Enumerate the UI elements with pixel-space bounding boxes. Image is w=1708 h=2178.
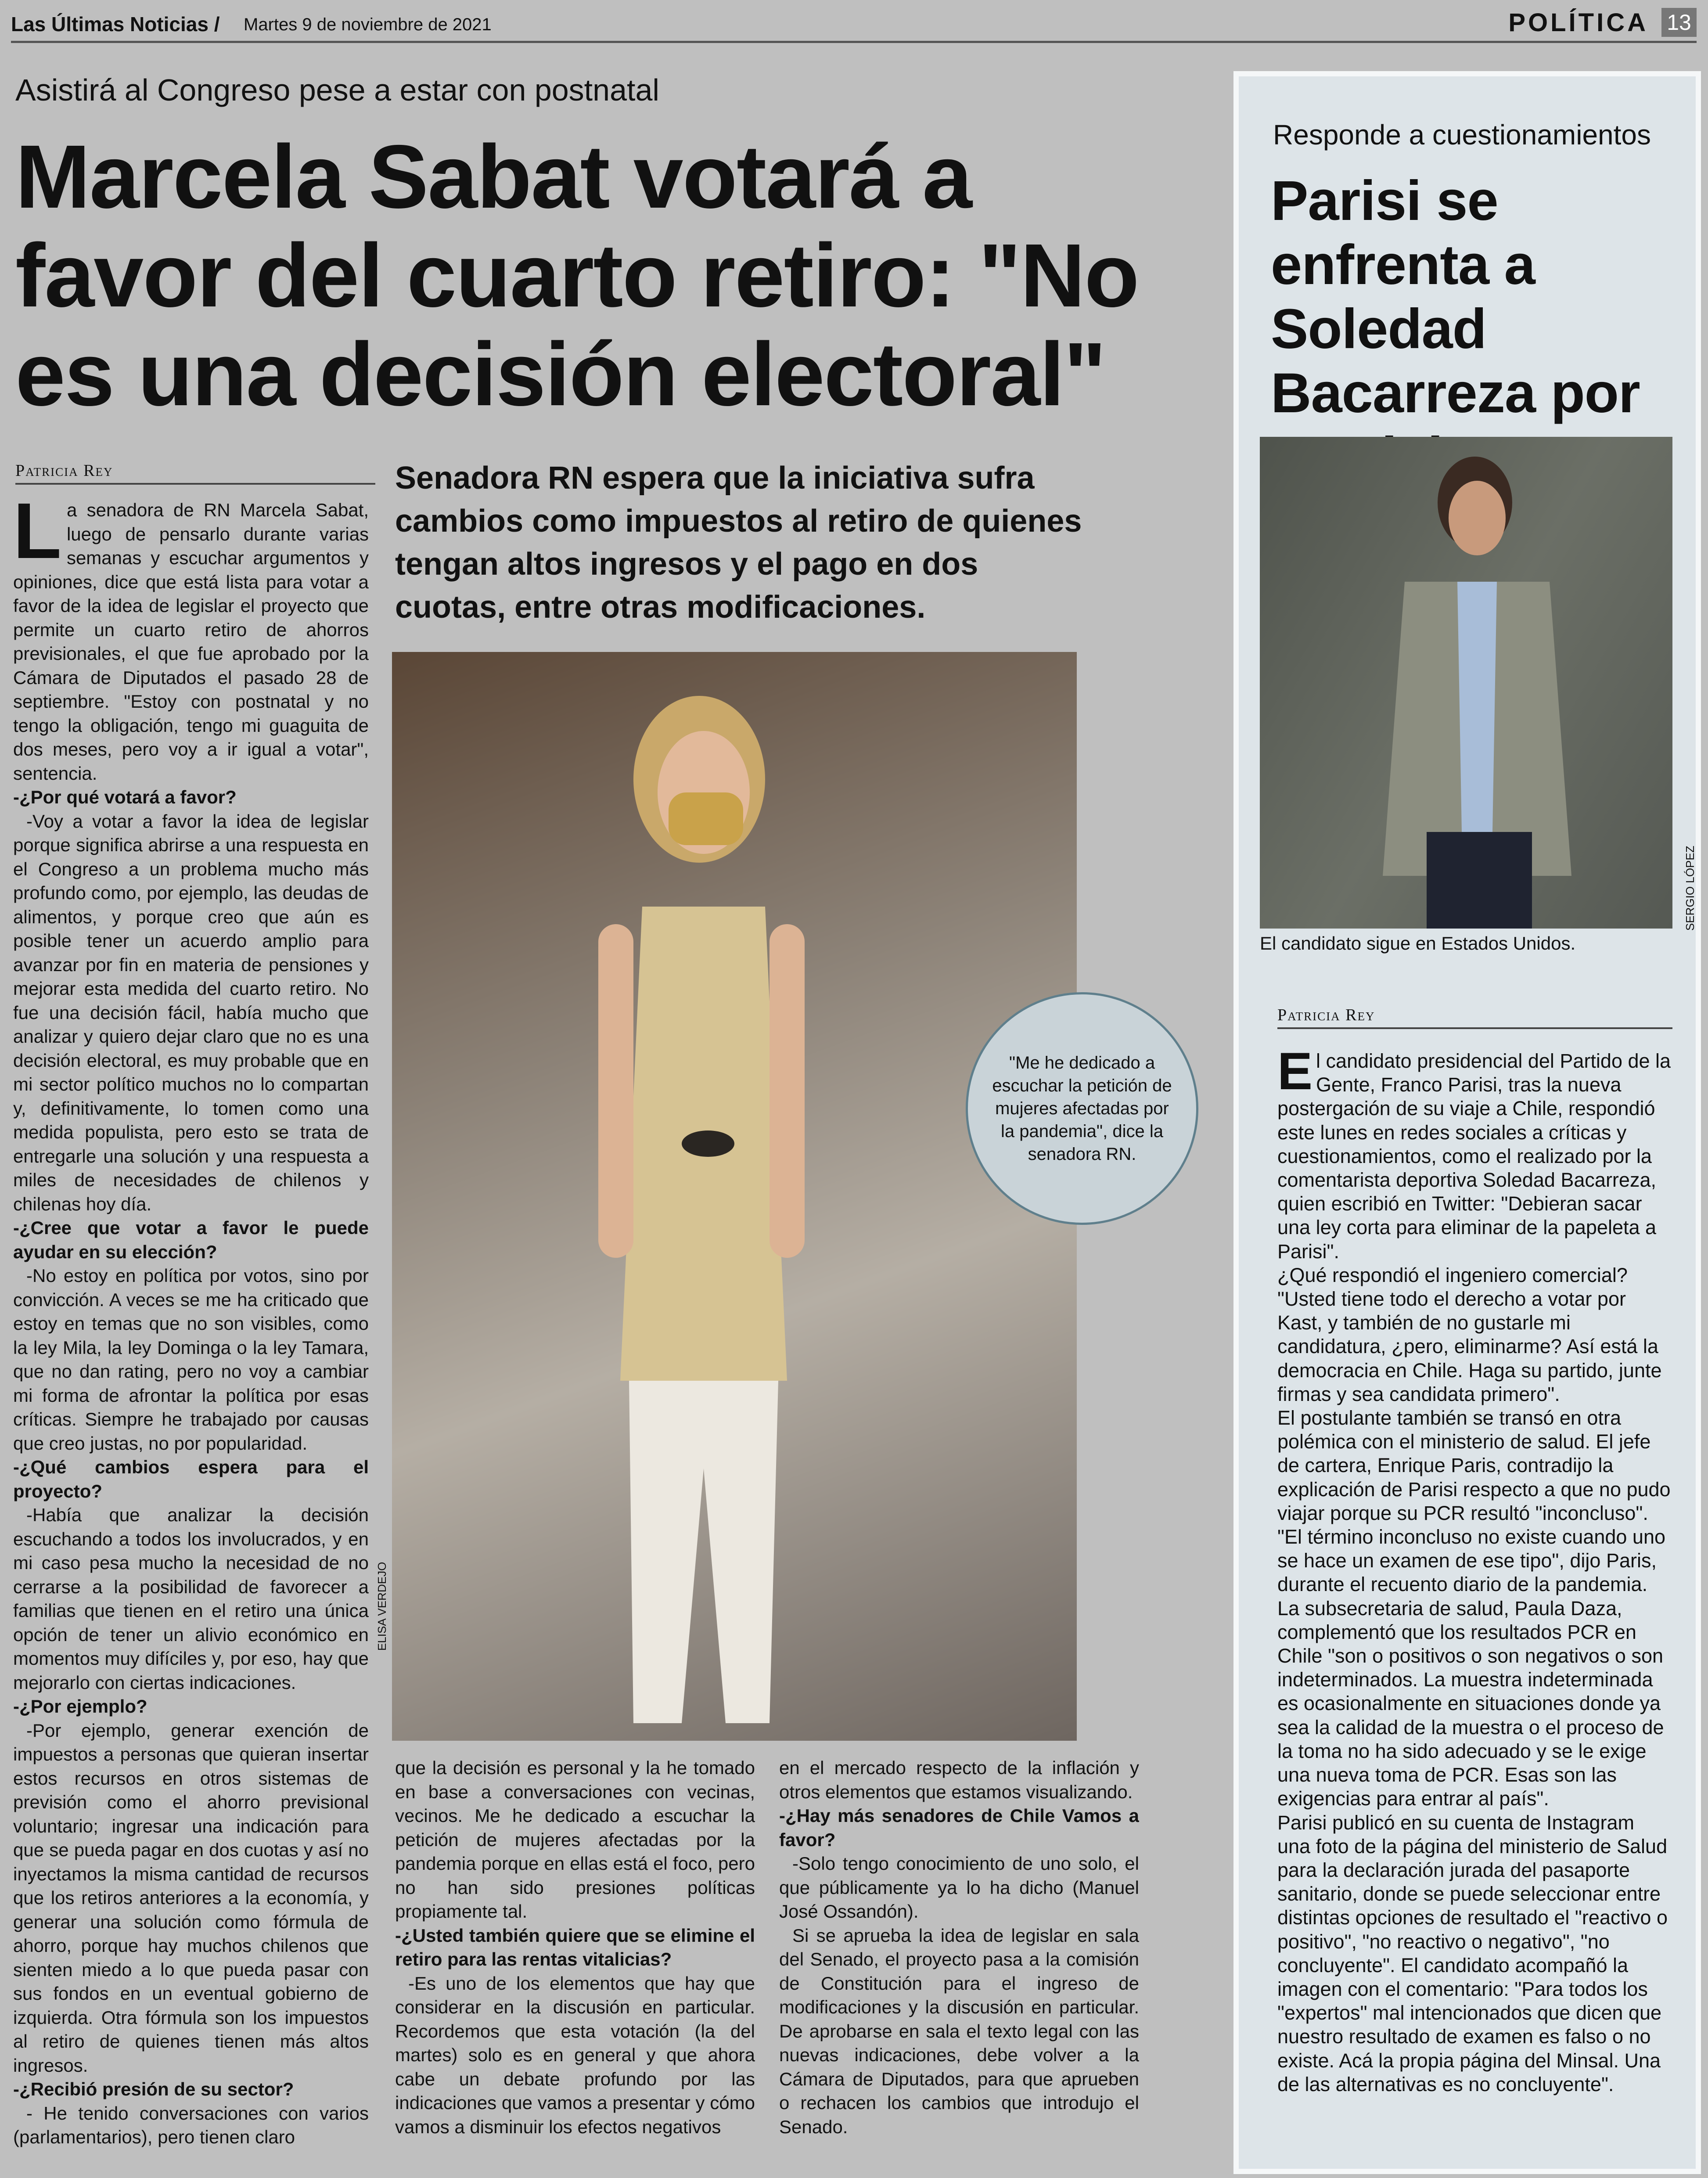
interview-answer: -Voy a votar a favor la idea de legislar porque significa abrirse a una respuesta en el Congreso a un problema mucho más profundo como, por ejemplo, las deudas de alimentos, y porque creo que aún es posible tener un acuerdo amplio para avanzar por fin en materia de pensiones y mejorar esta medida del cuarto retiro. No fue una decisión fácil, había mucho que analizar y quiero dejar claro que no es una decisión electoral, es muy probable que en mi sector político muchos no lo compartan y, definitivamente, lo tomen como una medida populista, pero esto se trata de entregarle una solución y una respuesta a miles de necesidades de chilenos y chilenas hoy día.: [13, 810, 369, 1214]
sidebar-paragraph: ¿Qué respondió el ingeniero comercial? "Usted tiene todo el derecho a votar por Kast, y también de no gustarle mi candidatura, ¿pero, eliminarme? Así está la democracia en Chile. Haga su partido, junte firmas y sea candidata primero".: [1277, 1264, 1662, 1405]
interview-answer: -Solo tengo conocimiento de uno solo, el que públicamente ya lo ha dicho (Manuel José Ossandón).: [779, 1853, 1139, 1922]
interview-question: -¿Recibió presión de su sector?: [13, 2079, 294, 2099]
article-kicker: Asistirá al Congreso pese a estar con postnatal: [15, 73, 659, 107]
article-byline: Patricia Rey: [15, 461, 375, 485]
article-intro: a senadora de RN Marcela Sabat, luego de pensarlo durante varias semanas y escuchar argumentos y opiniones, dice que está lista para votar a favor de la idea de legislar el proyecto que permite un cuarto retiro de ahorros previsionales, el que fue aprobado por la Cámara de Diputados el pasado 28 de septiembre. "Estoy con postnatal y no tengo la obligación, tengo mi guaguita de dos meses, pero voy a ir igual a votar", sentencia.: [13, 500, 369, 784]
article-headline: Marcela Sabat votará a favor del cuarto retiro: "No es una decisión electoral": [15, 126, 1139, 425]
sidebar-paragraph: "El término inconcluso no existe cuando uno se hace un examen de ese tipo", dijo Paris, durante el recuento diario de la pandemia. La subsecretaria de salud, Paula Daza, complementó que los resultados PCR en Chile "son o positivos o son negativos o son indeterminados. La muestra indeterminada es ocasionalmente en situaciones donde ya sea la calidad de la muestra o el proceso de la toma no ha sido adecuado y se le exige una nueva toma de PCR. Esas son las exigencias para entrar al país".: [1277, 1526, 1666, 1810]
article-column-3: [779, 1756, 1139, 2173]
photo-credit: ELISA VERDEJO: [375, 1562, 388, 1651]
interview-answer: - He tenido conversaciones con varios (parlamentarios), pero tienen claro: [13, 2102, 369, 2147]
sidebar-paragraph: El postulante también se transó en otra polémica con el ministerio de salud. El jefe de cartera, Enrique Paris, contradijo la explicación de Parisi respecto a que no pudo viajar porque su PCR resultó "inconcluso".: [1277, 1407, 1671, 1524]
article-closing: Si se aprueba la idea de legislar en sala del Senado, el proyecto pasa a la comisión de Constitución para el ingreso de modificaciones y la discusión en particular. De aprobarse en sala el texto legal con las nuevas indicaciones, debe volver a la Cámara de Diputados, para que aprueben o rechacen los cambios que introdujo el Senado.: [779, 1925, 1139, 2137]
sidebar-paragraph: l candidato presidencial del Partido de la Gente, Franco Parisi, tras la nueva postergación de su viaje a Chile, respondió este lunes en redes sociales a críticas y cuestionamientos, como el realizado por la comentarista deportiva Soledad Bacarreza, quien escribió en Twitter: "Debieran sacar una ley corta para eliminar de la papeleta a Parisi".: [1277, 1050, 1671, 1263]
sidebar-body: [1277, 1049, 1672, 2156]
man-figure-illustration: [1260, 437, 1672, 929]
issue-date: Martes 9 de noviembre de 2021: [244, 15, 492, 34]
pull-quote-text: "Me he dedicado a escuchar la petición de mujeres afectadas por la pandemia", dice la senadora RN.: [992, 1053, 1172, 1164]
article-column-2: [395, 1756, 755, 2173]
interview-question: -¿Cree que votar a favor le puede ayudar en su elección?: [13, 1217, 369, 1262]
interview-answer: que la decisión es personal y la he tomado en base a conversaciones con vecinas, vecinos. Me he dedicado a escuchar la petición de mujeres afectadas por la pandemia porque en ellas está el foco, pero no han sido presiones políticas propiamente tal.: [395, 1757, 755, 1922]
article-column-1: [13, 498, 369, 2171]
drop-cap: L: [13, 498, 61, 575]
interview-question: -¿Qué cambios espera para el proyecto?: [13, 1457, 369, 1501]
interview-answer: -Es uno de los elementos que hay que considerar en la discusión en particular. Recordemos que esta votación (la del martes) solo es en general y que ahora cabe un debate profundo por las indicaciones que vamos a presentar y cómo vamos a disminuir los efectos negativos: [395, 1973, 755, 2137]
photo-credit: SERGIO LÓPEZ: [1683, 846, 1697, 931]
photo-caption: El candidato sigue en Estados Unidos.: [1260, 933, 1576, 954]
sidebar-kicker: Responde a cuestionamientos: [1273, 119, 1651, 151]
interview-answer: -No estoy en política por votos, sino por convicción. A veces se me ha criticado que estoy en temas que no son visibles, como la ley Mila, la ley Dominga o la ley Tamara, que no dan rating, pero no voy a cambiar mi forma de afrontar la política por esas críticas. Siempre he trabajado por causas que creo justas, no por popularidad.: [13, 1265, 369, 1454]
newspaper-name: Las Últimas Noticias /: [11, 13, 220, 36]
sidebar-byline: Patricia Rey: [1277, 1005, 1672, 1029]
page-number: 13: [1661, 8, 1697, 37]
sidebar-headline: Parisi se enfrenta a Soledad Bacarreza por: [1271, 169, 1640, 425]
drop-cap: E: [1277, 1049, 1313, 1101]
pull-quote: [966, 992, 1198, 1225]
candidate-photo: [1260, 437, 1672, 929]
masthead: [11, 8, 1697, 43]
article-deck: Senadora RN espera que la iniciativa sufra cambios como impuestos al retiro de quienes tengan altos ingresos y el pago en dos cuotas, entre otras modificaciones.: [395, 461, 1082, 625]
interview-question: -¿Por ejemplo?: [13, 1696, 147, 1717]
interview-answer: en el mercado respecto de la inflación y otros elementos que estamos visualizando.: [779, 1757, 1139, 1802]
interview-question: -¿Por qué votará a favor?: [13, 787, 237, 807]
sidebar-paragraph: Parisi publicó en su cuenta de Instagram una foto de la página del ministerio de Salud para la declaración jurada del pasaporte sanitario, donde se puede seleccionar entre distintas opciones de resultado el "reactivo o positivo", "no reactivo o negativo", "no concluyente". El candidato acompañó la imagen con el comentario: "Para todos los "expertos" mal intencionados que dicen que nuestro resultado de examen es falso o no existe. Acá la propia página del Minsal. Una de las alternativas es no concluyente".: [1277, 1811, 1668, 2095]
interview-question: -¿Hay más senadores de Chile Vamos a favor?: [779, 1805, 1139, 1850]
woman-figure-illustration: [541, 678, 857, 1732]
interview-question: -¿Usted también quiere que se elimine el retiro para las rentas vitalicias?: [395, 1925, 755, 1969]
senator-photo: [392, 652, 1077, 1741]
interview-answer: -Por ejemplo, generar exención de impuestos a personas que quieran insertar estos recursos en otros sistemas de previsión como el ahorro previsional voluntario; ingresar una indicación para que se pueda pagar en dos cuotas y así no inyectamos la misma cantidad de recursos que los retiros anteriores a la economía, y generar una solución como fórmula de ahorro, porque hay muchos chilenos que sienten miedo a lo que pueda pasar con sus fondos en un eventual gobierno de izquierda. Otra fórmula son los impuestos al retiro de quienes tienen más altos ingresos.: [13, 1720, 369, 2076]
section-name: POLÍTICA: [1508, 8, 1648, 37]
interview-answer: -Había que analizar la decisión escuchando a todos los involucrados, y en mi caso pesa mucho la necesidad de no cerrarse a la posibilidad de favorecer a familias que tienen en el retiro una única opción de tener un alivio económico en momentos muy difíciles y, por eso, hay que mejorarlo con ciertas indicaciones.: [13, 1505, 369, 1693]
